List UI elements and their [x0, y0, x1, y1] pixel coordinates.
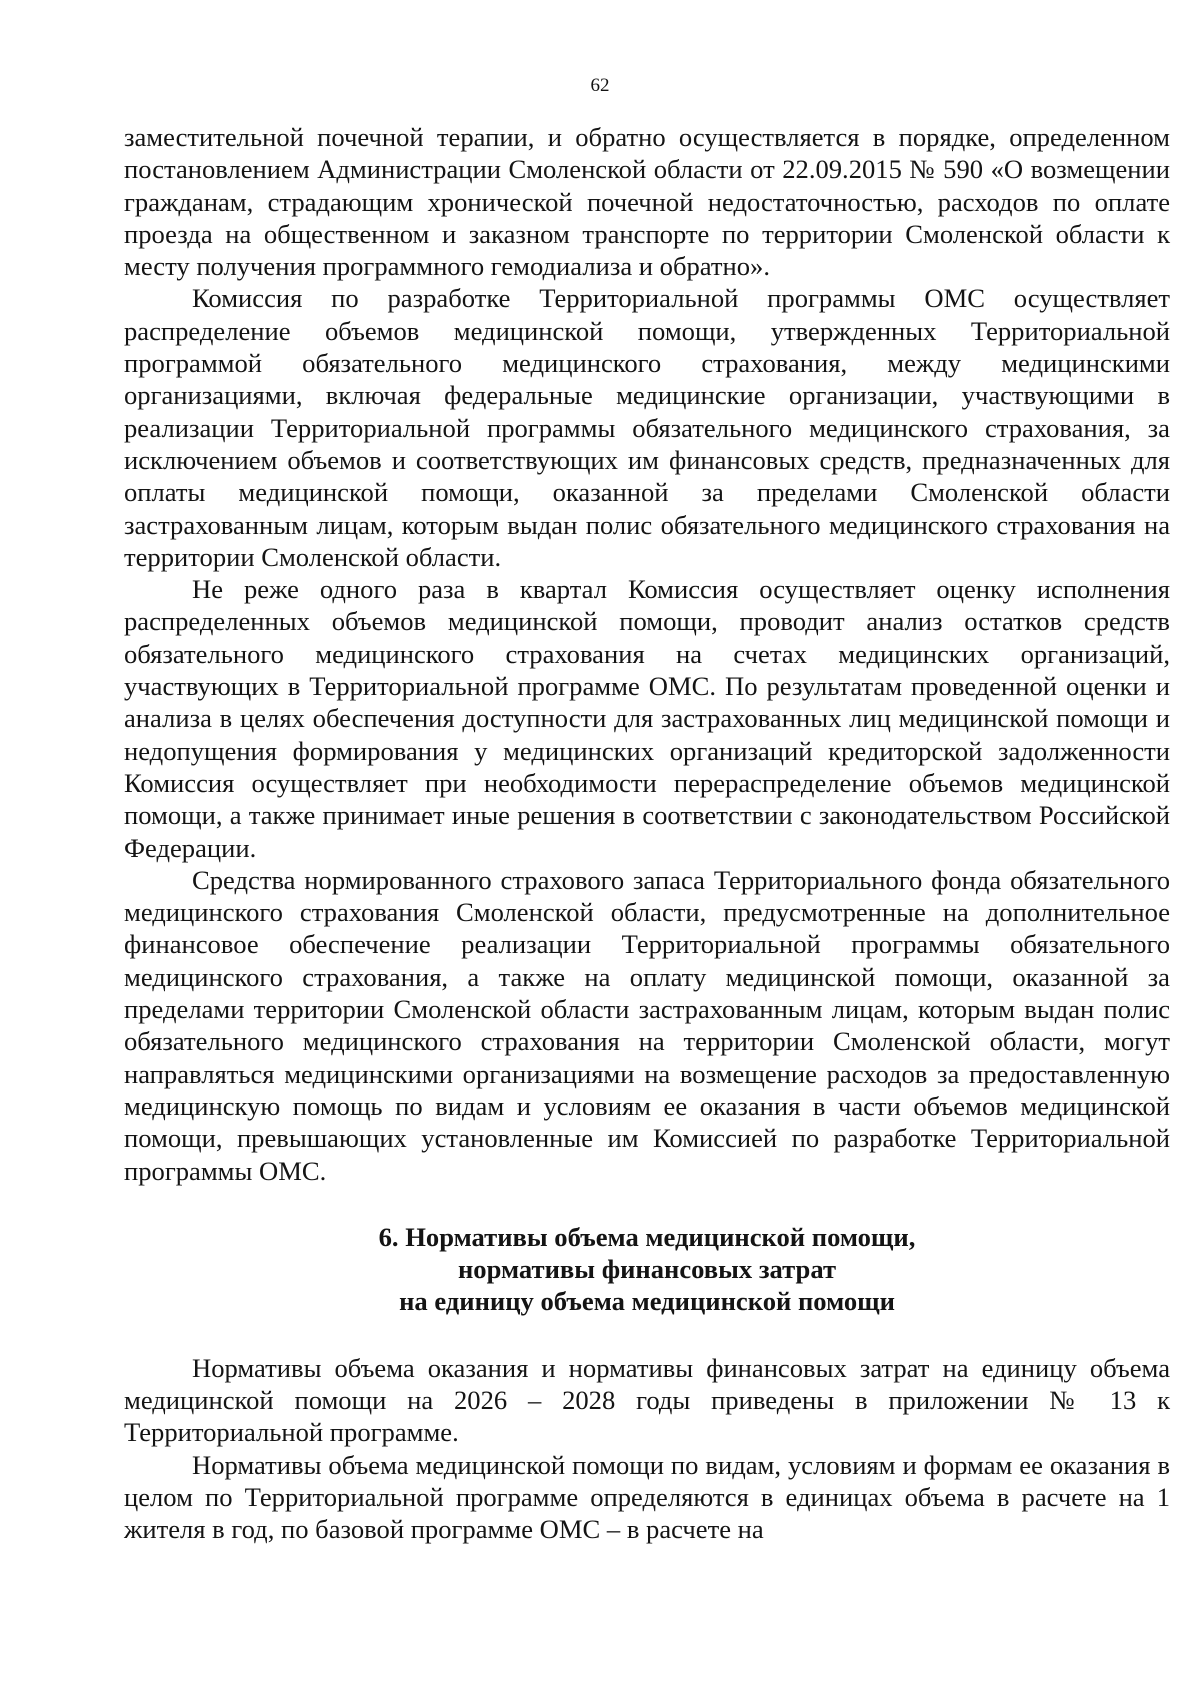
paragraph-quarterly-assessment: Не реже одного раза в квартал Комиссия осуществляет оценку исполнения распределенных объемов медицинской помощи, проводит анализ остатков средств обязательного медицинского страхования на счетах медицинских организаций, участвующих в Территориальной программе ОМС. По результатам проведенной оценки и анализа в целях обеспечения доступности для застрахованных лиц медицинской помощи и недопущения формирования у медицинских организаций кредиторской задолженности Комиссия осуществляет при необходимости перераспределение объемов медицинской помощи, а также принимает иные решения в соответствии с законодательством Российской Федерации.: [124, 574, 1170, 863]
section-heading-line-1: 6. Нормативы объема медицинской помощи,: [378, 1221, 916, 1252]
paragraph-insurance-reserve: Средства нормированного страхового запаса Территориального фонда обязательного медицинского страхования Смоленской области, предусмотренные на дополнительное финансовое обеспечение реализации Территориальной программы обязательного медицинского страхования, а также на оплату медицинской помощи, оказанной за пределами территории Смоленской области застрахованным лицам, которым выдан полис обязательного медицинского страхования на территории Смоленской области, могут направляться медицинскими организациями на возмещение расходов за предоставленную медицинскую помощь по видам и условиям ее оказания в части объемов медицинской помощи, превышающих установленные им Комиссией по разработке Территориальной программы ОМС.: [124, 864, 1170, 1186]
document-body: [124, 121, 1170, 1545]
page-number: 62: [590, 75, 610, 96]
paragraph-commission-distribution: Комиссия по разработке Территориальной программы ОМС осуществляет распределение объемов медицинской помощи, утвержденных Территориальной программой обязательного медицинского страхования, между медицинскими организациями, включая федеральные медицинские организации, участвующими в реализации Территориальной программы обязательного медицинского страхования, за исключением объемов и соответствующих им финансовых средств, предназначенных для оплаты медицинской помощи, оказанной за пределами Смоленской области застрахованным лицам, которым выдан полис обязательного медицинского страхования на территории Смоленской области.: [124, 283, 1170, 572]
section-heading: [124, 1221, 1170, 1318]
paragraph-volume-units: Нормативы объема медицинской помощи по видам, условиям и формам ее оказания в целом по Территориальной программе определяются в единицах объема в расчете на 1 жителя в год, по базовой программе ОМС – в расчете на: [124, 1449, 1170, 1545]
section-heading-line-2: нормативы финансовых затрат: [457, 1254, 837, 1285]
paragraph-continuation: заместительной почечной терапии, и обратно осуществляется в порядке, определенном постановлением Администрации Смоленской области от 22.09.2015 № 590 «О возмещении гражданам, страдающим хронической почечной недостаточностью, расходов по оплате проезда на общественном и заказном транспорте по территории Смоленской области к месту получения программного гемодиализа и обратно».: [124, 122, 1170, 282]
paragraph-volume-norms: Нормативы объема оказания и нормативы финансовых затрат на единицу объема медицинской помощи на 2026 – 2028 годы приведены в приложении № 13 к Территориальной программе.: [124, 1352, 1170, 1448]
section-heading-line-3: на единицу объема медицинской помощи: [399, 1286, 895, 1317]
